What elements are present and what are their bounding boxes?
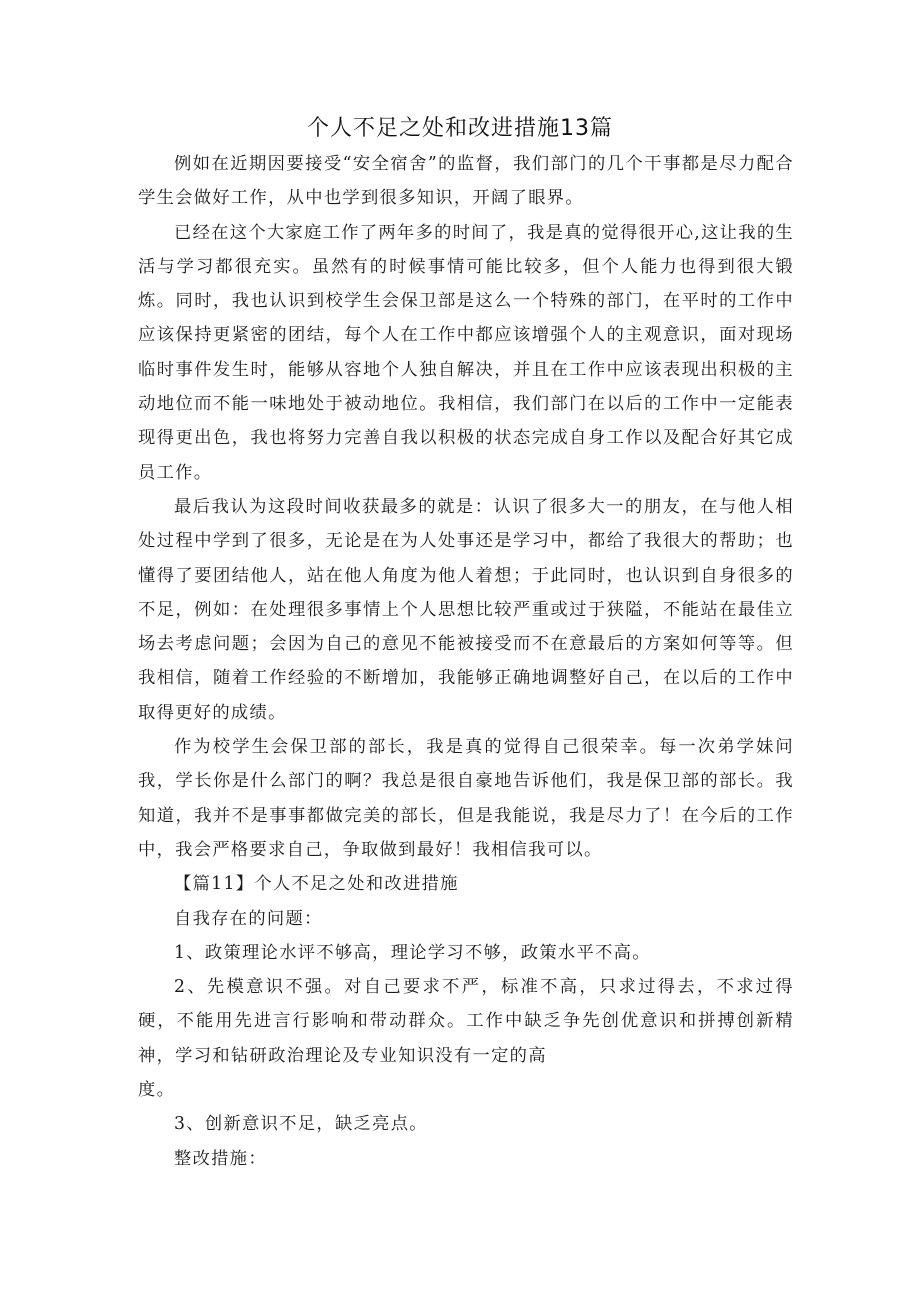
problem-item-2: 2、先模意识不强。对自己要求不严，标准不高，只求过得去，不求过得硬，不能用先进言行影响和带动群众。工作中缺乏争先创优意识和拼搏创新精神，学习和钻研政治理论及专业知识没有一定的高 bbox=[138, 977, 794, 1066]
problems-heading: 自我存在的问题： bbox=[174, 908, 323, 929]
problem-item-3: 3、创新意识不足，缺乏亮点。 bbox=[174, 1114, 428, 1135]
document-title: 个人不足之处和改进措施13篇 bbox=[307, 116, 613, 141]
problem-item-1: 1、政策理论水评不够高，理论学习不够，政策水平不高。 bbox=[174, 942, 651, 963]
document-body bbox=[138, 147, 794, 1176]
measures-heading: 整改措施： bbox=[174, 1148, 267, 1169]
paragraph-2: 已经在这个大家庭工作了两年多的时间了，我是真的觉得很开心,这让我的生活与学习都很充实。虽然有的时候事情可能比较多，但个人能力也得到很大锻炼。同时，我也认识到校学生会保卫部是这么一个特殊的部门，在平时的工作中应该保持更紧密的团结，每个人在工作中都应该增强个人的主观意识，面对现场临时事件发生时，能够从容地个人独自解决，并且在工作中应该表现出积极的主动地位而不能一味地处于被动地位。我相信，我们部门在以后的工作中一定能表现得更出色，我也将努力完善自我以积极的状态完成自身工作以及配合好其它成员工作。 bbox=[138, 222, 794, 483]
paragraph-1: 例如在近期因要接受“安全宿舍”的监督，我们部门的几个干事都是尽力配合学生会做好工作，从中也学到很多知识，开阔了眼界。 bbox=[138, 154, 794, 209]
problem-item-2-tail: 度。 bbox=[138, 1080, 176, 1101]
paragraph-4: 作为校学生会保卫部的部长，我是真的觉得自己很荣幸。每一次弟学妹问我，学长你是什么部门的啊？我总是很自豪地告诉他们，我是保卫部的部长。我知道，我并不是事事都做完美的部长，但是我能说，我是尽力了！在今后的工作中，我会严格要求自己，争取做到最好！我相信我可以。 bbox=[138, 737, 794, 860]
section-heading: 【篇11】个人不足之处和改进措施 bbox=[174, 874, 459, 895]
paragraph-3: 最后我认为这段时间收获最多的就是：认识了很多大一的朋友，在与他人相处过程中学到了很多，无论是在为人处事还是学习中，都给了我很大的帮助；也懂得了要团结他人，站在他人角度为他人着想；于此同时，也认识到自身很多的不足，例如：在处理很多事情上个人思想比较严重或过于狭隘，不能站在最佳立场去考虑问题；会因为自己的意见不能被接受而不在意最后的方案如何等等。但我相信，随着工作经验的不断增加，我能够正确地调整好自己，在以后的工作中取得更好的成绩。 bbox=[138, 496, 794, 723]
